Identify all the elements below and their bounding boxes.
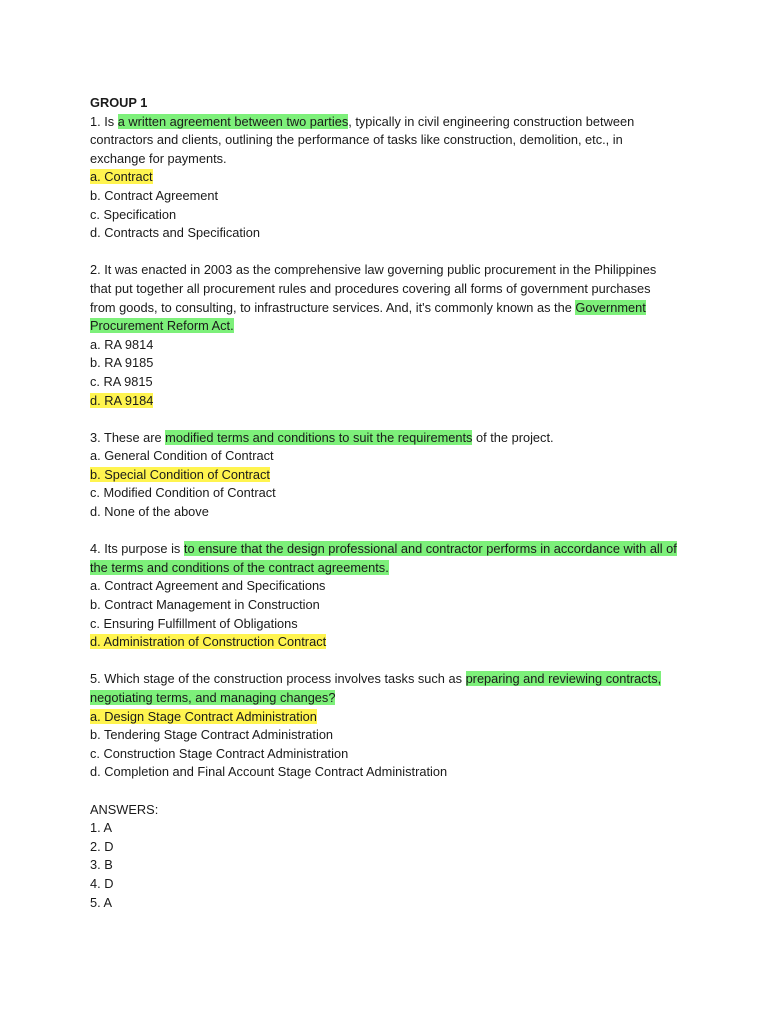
option-line [90, 763, 678, 782]
option-line [90, 633, 678, 652]
question-stem [90, 670, 678, 707]
answers-title: ANSWERS: [90, 801, 159, 817]
correct-option: a. Contract [90, 169, 153, 185]
question-1 [90, 113, 678, 243]
option-line [90, 373, 678, 392]
question-3 [90, 429, 678, 522]
option: c. RA 9815 [90, 373, 153, 389]
option-line [90, 447, 678, 466]
correct-option: a. Design Stage Contract Administration [90, 708, 317, 724]
answers-section [90, 801, 678, 913]
question-text: 3. These are [90, 429, 166, 445]
answer-item: 4. D [90, 875, 114, 891]
highlighted-phrase: to ensure that the design professional and contractor performs in accordance with all of the terms and conditions of the contract agreements. [90, 541, 677, 575]
highlighted-phrase: preparing and reviewing contracts, negotiating terms, and managing changes? [90, 671, 662, 705]
option-line [90, 224, 678, 243]
question-stem [90, 429, 678, 448]
question-4 [90, 540, 678, 652]
option-line [90, 745, 678, 764]
option-line [90, 206, 678, 225]
option: c. Ensuring Fulfillment of Obligations [90, 615, 298, 631]
option: d. Contracts and Specification [90, 225, 261, 241]
question-text: 4. Its purpose is [90, 541, 184, 557]
correct-option: d. Administration of Construction Contract [90, 634, 327, 650]
highlighted-phrase: Government Procurement Reform Act. [90, 299, 646, 334]
option-line [90, 336, 678, 355]
question-5 [90, 670, 678, 782]
option-line [90, 392, 678, 411]
answer-item: 2. D [90, 838, 114, 854]
option: b. Tendering Stage Contract Administration [90, 727, 334, 743]
answer-list [90, 819, 678, 912]
option: b. Contract Agreement [90, 187, 219, 203]
question-text: 2. It was enacted in 2003 as the comprehensive law governing public procurement in the Philippines that put together all procurement rules and procedures covering all forms of government purchases from goods, to consulting, to infrastructure services. And, it's commonly known as the [90, 262, 657, 315]
question-2 [90, 261, 678, 410]
question-text: , typically in civil engineering construction between contractors and clients, outlining the performance of tasks like construction, demolition, etc., in exchange for payments. [90, 113, 635, 166]
answer-item: 1. A [90, 820, 113, 836]
option-line [90, 726, 678, 745]
question-text: of the project. [472, 429, 554, 445]
option: a. General Condition of Contract [90, 448, 274, 464]
correct-option: d. RA 9184 [90, 392, 154, 408]
answer-item: 5. A [90, 894, 113, 910]
option: d. None of the above [90, 504, 209, 520]
correct-option: b. Special Condition of Contract [90, 466, 270, 482]
option-line [90, 615, 678, 634]
option-line [90, 596, 678, 615]
option-line [90, 466, 678, 485]
question-text: 1. Is [90, 113, 118, 129]
option: d. Completion and Final Account Stage Contract Administration [90, 764, 448, 780]
question-text: 5. Which stage of the construction process involves tasks such as [90, 671, 466, 687]
option: b. RA 9185 [90, 355, 154, 371]
question-list [90, 113, 678, 782]
group-title: GROUP 1 [90, 95, 148, 110]
option-line [90, 354, 678, 373]
answer-item: 3. B [90, 857, 113, 873]
question-stem [90, 540, 678, 577]
highlighted-phrase: modified terms and conditions to suit the requirements [165, 429, 473, 445]
question-stem [90, 113, 678, 169]
question-stem [90, 261, 678, 335]
option: b. Contract Management in Construction [90, 597, 320, 613]
option-line [90, 168, 678, 187]
option-line [90, 187, 678, 206]
option-line [90, 503, 678, 522]
option: c. Modified Condition of Contract [90, 485, 276, 501]
option: a. RA 9814 [90, 336, 154, 352]
option: c. Specification [90, 206, 177, 222]
option: c. Construction Stage Contract Administration [90, 745, 349, 761]
option-line [90, 577, 678, 596]
option: a. Contract Agreement and Specifications [90, 578, 326, 594]
option-line [90, 708, 678, 727]
highlighted-phrase: a written agreement between two parties [117, 113, 349, 129]
option-line [90, 484, 678, 503]
